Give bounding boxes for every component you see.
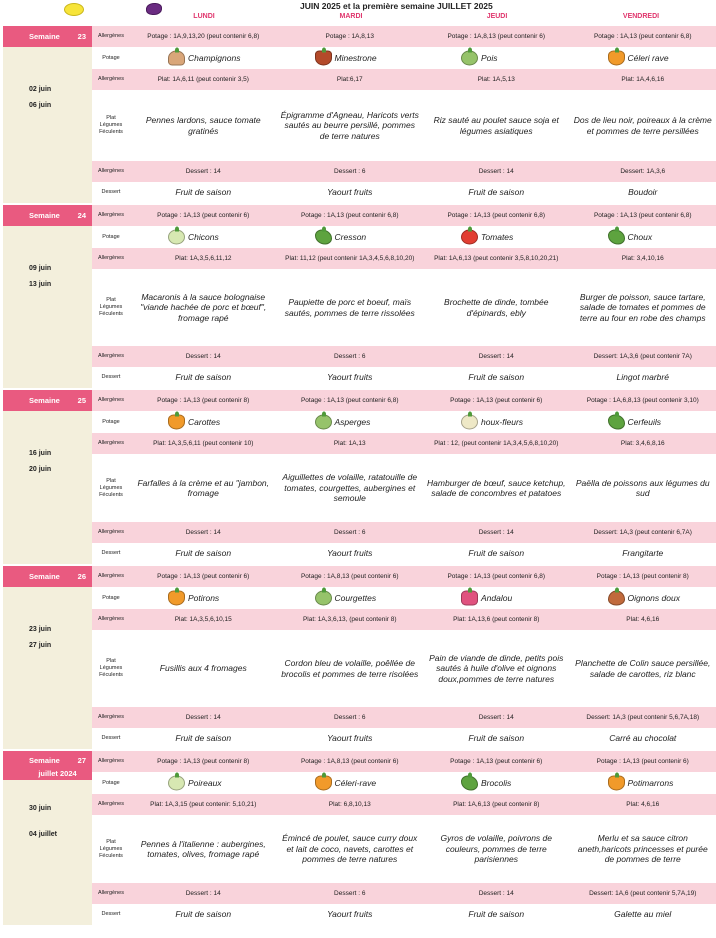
plat-lundi: Pennes à l'italienne : aubergines, tomates, olives, fromage rapé xyxy=(140,838,266,859)
week-end-date: 20 juin xyxy=(29,466,52,473)
plat-label xyxy=(92,658,130,679)
plat-vendredi: Dos de lieu noir, poireaux à la crème et pommes de terre persillées xyxy=(573,115,712,136)
plat-allergens-row xyxy=(92,69,716,90)
dessert-allergens-row xyxy=(92,707,716,728)
potage-row xyxy=(92,226,716,248)
plat-allergens-row xyxy=(92,794,716,815)
dessert-mardi: Yaourt fruits xyxy=(327,371,373,382)
potage-label: Potage xyxy=(102,54,120,61)
allergens-label: Allergènes xyxy=(98,801,124,807)
page-title: JUIN 2025 et la première semaine JUILLET 2025 xyxy=(300,1,493,11)
week-number: 27 xyxy=(77,755,86,765)
dessert-allergens-jeudi: Dessert : 14 xyxy=(478,713,514,721)
week-subtitle: juillet 2024 xyxy=(38,768,77,778)
potage-lundi xyxy=(130,778,277,788)
dessert-jeudi: Fruit de saison xyxy=(468,371,525,382)
potage-name: Chicons xyxy=(188,232,219,242)
dessert-mardi: Yaourt fruits xyxy=(327,186,373,197)
plat-allergens-row xyxy=(92,433,716,454)
potage-jeudi xyxy=(423,778,570,788)
plat-label-line: Plat xyxy=(106,658,116,664)
dessert-vendredi: Carré au chocolat xyxy=(609,732,677,743)
potage-allergens-jeudi: Potage : 1A,13 (peut contenir 6) xyxy=(450,396,543,404)
potage-lundi xyxy=(130,232,277,242)
plat-label-line: Légumes xyxy=(99,122,123,128)
dessert-mardi: Yaourt fruits xyxy=(327,732,373,743)
potage-vendredi xyxy=(570,53,716,63)
celeriac-icon xyxy=(608,51,625,66)
dessert-row xyxy=(92,182,716,202)
dessert-allergens-vendredi: Dessert: 1A,3,6 (peut contenir 7A) xyxy=(593,352,692,360)
dessert-label: Dessert xyxy=(101,549,121,556)
dessert-allergens-lundi: Dessert : 14 xyxy=(185,528,221,536)
week-start-date: 30 juin xyxy=(29,805,52,812)
potage-allergens-row xyxy=(92,566,716,587)
potage-name: Andalou xyxy=(481,593,513,603)
leek-icon xyxy=(168,776,185,791)
plat-allergens-jeudi: Plat: 1A,6,13 (peut contenir 3,5,8,10,20,21) xyxy=(434,254,559,262)
potage-allergens-mardi: Potage : 1A,13 (peut contenir 6,8) xyxy=(300,211,399,219)
potage-name: Céleri-rave xyxy=(334,778,377,788)
dessert-allergens-jeudi: Dessert : 14 xyxy=(478,889,514,897)
week-info xyxy=(3,751,92,925)
weekly-menu xyxy=(3,26,716,927)
andalou-icon xyxy=(461,591,478,606)
potage-name: Courgettes xyxy=(334,593,377,603)
plat-row xyxy=(92,90,716,161)
chicory-icon xyxy=(168,230,185,245)
dessert-allergens-mardi: Dessert : 6 xyxy=(334,713,366,721)
plat-label-line: Légumes xyxy=(99,484,123,491)
squash-icon xyxy=(608,776,625,791)
potage-vendredi xyxy=(570,417,716,427)
week-label: Semaine xyxy=(29,211,60,220)
dessert-lundi: Fruit de saison xyxy=(175,186,232,197)
dessert-mardi: Yaourt fruits xyxy=(327,908,373,919)
potage-name: Céleri rave xyxy=(627,53,669,63)
plat-vendredi: Merlu et sa sauce citron aneth,haricots princesses et purée de pommes de terre xyxy=(577,833,708,865)
potage-name: Asperges xyxy=(334,417,371,427)
week-info xyxy=(3,566,92,749)
dessert-label: Dessert xyxy=(101,373,121,380)
potage-name: Champignons xyxy=(188,53,241,63)
potage-lundi xyxy=(130,53,277,63)
allergens-label: Allergènes xyxy=(98,440,124,446)
potage-allergens-lundi: Potage : 1A,9,13,20 (peut contenir 6,8) xyxy=(147,32,260,40)
plat-jeudi: Gyros de volaille, poivrons de couleurs, pommes de terre parisiennes xyxy=(440,833,552,865)
potage-allergens-jeudi: Potage : 1A,13 (peut contenir 6) xyxy=(450,757,543,765)
potage-name: Brocolis xyxy=(481,778,512,788)
plat-allergens-vendredi: Plat: 3,4,6,8,16 xyxy=(620,439,665,447)
potage-row xyxy=(92,47,716,69)
plat-lundi: Farfalles à la crème et au "jambon, fromage xyxy=(137,477,270,498)
plat-allergens-mardi: Plat: 11,12 (peut contenir 1A,3,4,5,6,8,10,20) xyxy=(285,254,415,262)
plat-allergens-lundi: Plat: 1A,6,11 (peut contenir 3,5) xyxy=(157,75,249,83)
plat-jeudi: Brochette de dinde, tombée d'épinards, ebly xyxy=(444,297,549,318)
plat-label-line: Légumes xyxy=(99,665,123,671)
dessert-lundi: Fruit de saison xyxy=(175,371,232,382)
potage-lundi xyxy=(130,593,277,603)
plat-allergens-row xyxy=(92,609,716,630)
week-badge xyxy=(3,26,92,47)
plat-label-line: Plat xyxy=(106,838,116,845)
plat-mardi: Épigramme d'Agneau, Haricots verts sautés au beurre persillé, pommes de terre natures xyxy=(280,109,419,141)
dessert-row xyxy=(92,543,716,563)
potage-row xyxy=(92,587,716,609)
plat-allergens-vendredi: Plat: 3,4,10,16 xyxy=(621,254,664,262)
potage-name: Oignons doux xyxy=(627,593,680,603)
menu-header xyxy=(0,0,716,26)
dessert-allergens-row xyxy=(92,346,716,367)
potage-vendredi xyxy=(570,232,716,242)
allergens-label: Allergènes xyxy=(98,212,124,218)
dessert-jeudi: Fruit de saison xyxy=(468,908,525,919)
allergens-label: Allergènes xyxy=(98,255,124,261)
week-block xyxy=(3,566,716,751)
potage-allergens-vendredi: Potage : 1A,13 (peut contenir 6,8) xyxy=(593,32,692,40)
dessert-allergens-row xyxy=(92,883,716,904)
asparagus-icon xyxy=(315,415,332,430)
cauliflower-icon xyxy=(461,415,478,430)
plat-row xyxy=(92,815,716,883)
chervil-icon xyxy=(608,415,625,430)
dessert-allergens-lundi: Dessert : 14 xyxy=(185,713,221,721)
week-end-date: 13 juin xyxy=(29,281,52,288)
onion-icon xyxy=(608,591,625,606)
plat-allergens-vendredi: Plat: 4,6,16 xyxy=(626,615,660,623)
potage-allergens-row xyxy=(92,390,716,411)
potage-name: Poireaux xyxy=(188,778,222,788)
plat-label-line: Plat xyxy=(106,115,116,121)
plat-allergens-jeudi: Plat: 1A,6,13 (peut contenir 8) xyxy=(453,800,540,808)
dessert-allergens-row xyxy=(92,522,716,543)
plat-allergens-mardi: Plat: 1A,13 xyxy=(333,439,366,447)
potage-label: Potage xyxy=(102,233,120,240)
week-end-date: 27 juin xyxy=(29,642,52,649)
dessert-jeudi: Fruit de saison xyxy=(468,547,525,558)
plat-allergens-lundi: Plat: 1A,3,5,6,11,12 xyxy=(174,254,232,262)
potage-allergens-lundi: Potage : 1A,13 (peut contenir 8) xyxy=(157,396,250,404)
potage-jeudi xyxy=(423,593,570,603)
potage-allergens-vendredi: Potage : 1A,6,8,13 (peut contenir 3,10) xyxy=(586,396,699,404)
plat-allergens-mardi: Plat: 6,8,10,13 xyxy=(328,800,371,808)
potage-allergens-jeudi: Potage : 1A,13 (peut contenir 6,8) xyxy=(447,211,546,219)
dessert-allergens-mardi: Dessert : 6 xyxy=(334,352,366,360)
plat-allergens-jeudi: Plat : 12, (peut contenir 1A,3,4,5,6,8,10,20) xyxy=(434,439,559,447)
eggplant-icon xyxy=(146,3,162,15)
potage-allergens-mardi: Potage : 1A,8,13 (peut contenir 6) xyxy=(300,757,399,765)
dessert-vendredi: Boudoir xyxy=(628,186,658,197)
minestrone-icon xyxy=(315,51,332,66)
plat-mardi: Cordon bleu de volaille, poêllée de brocolis et pommes de terre risolées xyxy=(281,658,419,679)
potage-label: Potage xyxy=(102,779,120,786)
plat-lundi: Pennes lardons, sauce tomate gratinés xyxy=(145,115,261,136)
potage-allergens-mardi: Potage : 1A,8,13 (peut contenir 6) xyxy=(300,572,399,580)
allergens-label: Allergènes xyxy=(98,616,124,622)
potage-name: Pois xyxy=(481,53,498,63)
dessert-allergens-lundi: Dessert : 14 xyxy=(185,167,221,175)
plat-allergens-lundi: Plat: 1A,3,5,6,11 (peut contenir 10) xyxy=(153,439,254,447)
week-info xyxy=(3,390,92,564)
plat-label xyxy=(92,115,130,136)
potage-row xyxy=(92,772,716,794)
dessert-vendredi: Frangitarte xyxy=(622,547,664,558)
dessert-lundi: Fruit de saison xyxy=(175,908,232,919)
potage-lundi xyxy=(130,417,277,427)
allergens-label: Allergènes xyxy=(98,529,124,535)
week-label: Semaine xyxy=(29,32,60,41)
plat-label-line: Féculents xyxy=(99,852,123,859)
plat-label-line: Féculents xyxy=(99,672,123,678)
potage-name: houx-fleurs xyxy=(481,417,524,427)
potage-jeudi xyxy=(423,417,570,427)
plat-label xyxy=(92,297,130,318)
potage-allergens-row xyxy=(92,751,716,772)
potage-allergens-lundi: Potage : 1A,13 (peut contenir 6) xyxy=(157,572,250,580)
plat-lundi: Macaronis à la sauce bolognaise "viande hachée de porc et bœuf", fromage rapé xyxy=(140,291,267,323)
potage-allergens-jeudi: Potage : 1A,13 (peut contenir 6,8) xyxy=(447,572,546,580)
plat-allergens-mardi: Plat: 1A,3,6,13, (peut contenir 8) xyxy=(302,615,397,623)
plat-allergens-jeudi: Plat: 1A,13,6 (peut contenir 8) xyxy=(453,615,540,623)
plat-row xyxy=(92,454,716,522)
plat-lundi: Fusillis aux 4 fromages xyxy=(159,663,247,674)
potage-mardi xyxy=(277,232,424,242)
potage-mardi xyxy=(277,593,424,603)
dessert-allergens-vendredi: Dessert: 1A,3 (peut contenir 5,6,7A,18) xyxy=(586,713,700,721)
dessert-lundi: Fruit de saison xyxy=(175,547,232,558)
potage-name: Potimarrons xyxy=(627,778,674,788)
dessert-row xyxy=(92,367,716,387)
potage-allergens-row xyxy=(92,26,716,47)
potage-name: Tomates xyxy=(481,232,514,242)
potage-allergens-lundi: Potage : 1A,13 (peut contenir 6) xyxy=(157,211,250,219)
cabbage-icon xyxy=(608,230,625,245)
week-badge xyxy=(3,751,92,780)
pumpkin-icon xyxy=(168,591,185,606)
potage-label: Potage xyxy=(102,418,120,425)
week-label: Semaine xyxy=(29,396,60,405)
plat-label-line: Légumes xyxy=(99,845,123,852)
allergens-label: Allergènes xyxy=(98,353,124,359)
allergens-label: Allergènes xyxy=(98,397,124,403)
week-number: 23 xyxy=(77,32,86,41)
week-end-date: 06 juin xyxy=(29,102,52,109)
plat-row xyxy=(92,630,716,707)
potage-allergens-vendredi: Potage : 1A,13 (peut contenir 6) xyxy=(596,757,689,765)
plat-label-line: Plat xyxy=(106,477,116,484)
carrot-icon xyxy=(168,415,185,430)
plat-vendredi: Paëlla de poissons aux légumes du sud xyxy=(575,477,710,498)
plat-mardi: Aiguillettes de volaille, ratatouille de tomates, courgettes, aubergines et semoule xyxy=(282,472,418,504)
dessert-allergens-vendredi: Dessert: 1A,3,6 xyxy=(620,167,666,175)
plat-allergens-vendredi: Plat: 4,6,16 xyxy=(626,800,660,808)
allergens-label: Allergènes xyxy=(98,714,124,720)
plat-jeudi: Riz sauté au poulet sauce soja et légumes asiatiques xyxy=(433,115,559,136)
zucchini-icon xyxy=(315,591,332,606)
dessert-vendredi: Lingot marbré xyxy=(616,371,669,382)
potage-allergens-vendredi: Potage : 1A,13 (peut contenir 8) xyxy=(596,572,689,580)
potage-vendredi xyxy=(570,593,716,603)
broccoli-icon xyxy=(461,776,478,791)
potage-jeudi xyxy=(423,232,570,242)
day-header-mardi: MARDI xyxy=(339,13,363,20)
week-block xyxy=(3,390,716,566)
potage-mardi xyxy=(277,53,424,63)
week-badge xyxy=(3,390,92,411)
plat-allergens-row xyxy=(92,248,716,269)
potage-name: Carottes xyxy=(188,417,221,427)
week-start-date: 16 juin xyxy=(29,450,52,457)
dessert-allergens-mardi: Dessert : 6 xyxy=(334,528,366,536)
watercress-icon xyxy=(315,230,332,245)
potage-allergens-lundi: Potage : 1A,13 (peut contenir 8) xyxy=(157,757,250,765)
plat-label-line: Féculents xyxy=(99,129,123,135)
potage-allergens-mardi: Potage : 1A,8,13 xyxy=(325,32,374,40)
potage-mardi xyxy=(277,778,424,788)
potage-name: Minestrone xyxy=(334,53,377,63)
dessert-jeudi: Fruit de saison xyxy=(468,186,525,197)
plat-row xyxy=(92,269,716,346)
plat-label-line: Féculents xyxy=(99,311,123,317)
week-info xyxy=(3,205,92,388)
allergens-label: Allergènes xyxy=(98,758,124,764)
potage-mardi xyxy=(277,417,424,427)
allergens-label: Allergènes xyxy=(98,33,124,39)
week-start-date: 02 juin xyxy=(29,86,52,93)
dessert-allergens-lundi: Dessert : 14 xyxy=(185,889,221,897)
dessert-allergens-vendredi: Dessert: 1A,3 (peut contenir 6,7A) xyxy=(593,528,692,536)
dessert-lundi: Fruit de saison xyxy=(175,732,232,743)
plat-allergens-vendredi: Plat: 1A,4,6,16 xyxy=(621,75,665,83)
allergens-label: Allergènes xyxy=(98,168,124,174)
week-end-date: 04 juillet xyxy=(29,831,58,838)
potage-allergens-mardi: Potage : 1A,13 (peut contenir 6,8) xyxy=(300,396,399,404)
dessert-allergens-jeudi: Dessert : 14 xyxy=(478,528,514,536)
day-header-lundi: LUNDI xyxy=(193,13,215,20)
allergens-label: Allergènes xyxy=(98,573,124,579)
potage-allergens-row xyxy=(92,205,716,226)
dessert-allergens-vendredi: Dessert: 1A,6 (peut contenir 5,7A,19) xyxy=(589,889,697,897)
lemon-icon xyxy=(64,3,84,16)
potage-allergens-jeudi: Potage : 1A,8,13 (peut contenir 6) xyxy=(447,32,546,40)
week-number: 24 xyxy=(77,211,86,220)
dessert-label: Dessert xyxy=(101,910,121,917)
week-label: Semaine xyxy=(29,755,60,765)
potage-vendredi xyxy=(570,778,716,788)
plat-label-line: Féculents xyxy=(99,491,123,498)
plat-allergens-jeudi: Plat: 1A,5,13 xyxy=(477,75,515,83)
plat-vendredi: Planchette de Colin sauce persillée, salade de carottes, riz blanc xyxy=(575,658,711,679)
dessert-jeudi: Fruit de saison xyxy=(468,732,525,743)
dessert-allergens-row xyxy=(92,161,716,182)
week-number: 26 xyxy=(77,572,86,581)
plat-label xyxy=(92,478,130,499)
potage-name: Cerfeuils xyxy=(627,417,662,427)
potage-name: Cresson xyxy=(334,232,367,242)
celeriac-icon xyxy=(315,776,332,791)
tomato-icon xyxy=(461,230,478,245)
dessert-allergens-mardi: Dessert : 6 xyxy=(334,889,366,897)
week-start-date: 09 juin xyxy=(29,265,52,272)
week-block xyxy=(3,751,716,927)
dessert-allergens-mardi: Dessert : 6 xyxy=(334,167,366,175)
potage-row xyxy=(92,411,716,433)
plat-label-line: Légumes xyxy=(99,304,123,310)
mushroom-icon xyxy=(168,51,185,66)
allergens-label: Allergènes xyxy=(98,890,124,896)
week-badge xyxy=(3,566,92,587)
dessert-vendredi: Galette au miel xyxy=(614,908,672,919)
dessert-allergens-jeudi: Dessert : 14 xyxy=(478,167,514,175)
plat-jeudi: Pain de viande de dinde, petits pois sautés à huile d'olive et oignons doux,pommes de terre natures xyxy=(429,652,564,684)
plat-label-line: Plat xyxy=(106,297,116,303)
dessert-allergens-lundi: Dessert : 14 xyxy=(185,352,221,360)
plat-label xyxy=(92,839,130,860)
plat-mardi: Paupiette de porc et boeuf, maïs sautés, pommes de terre rissolées xyxy=(284,297,415,318)
pea-icon xyxy=(461,51,478,66)
week-block xyxy=(3,26,716,205)
day-header-vendredi: VENDREDI xyxy=(622,13,660,20)
plat-allergens-mardi: Plat:6,17 xyxy=(336,75,363,83)
dessert-mardi: Yaourt fruits xyxy=(327,547,373,558)
dessert-row xyxy=(92,904,716,924)
potage-name: Choux xyxy=(627,232,653,242)
plat-mardi: Émincé de poulet, sauce curry doux et lait de coco, navets, carottes et pommes de terre natures xyxy=(282,833,418,865)
plat-allergens-lundi: Plat: 1A,3,5,6,10,15 xyxy=(174,615,232,623)
dessert-label: Dessert xyxy=(101,734,121,741)
week-label: Semaine xyxy=(29,572,60,581)
plat-vendredi: Burger de poisson, sauce tartare, salade de tomates et pommes de terre au four en robe des champs xyxy=(579,291,706,323)
potage-jeudi xyxy=(423,53,570,63)
dessert-row xyxy=(92,728,716,748)
week-badge xyxy=(3,205,92,226)
week-start-date: 23 juin xyxy=(29,626,52,633)
plat-jeudi: Hamburger de bœuf, sauce ketchup, salade de concombres et patatoes xyxy=(427,477,566,498)
dessert-label: Dessert xyxy=(101,188,121,195)
day-header-jeudi: JEUDI xyxy=(486,13,508,20)
allergens-label: Allergènes xyxy=(98,76,124,82)
potage-allergens-vendredi: Potage : 1A,13 (peut contenir 6,8) xyxy=(593,211,692,219)
plat-allergens-lundi: Plat: 1A,3,15 (peut contenir: 5,10,21) xyxy=(150,800,257,808)
potage-label: Potage xyxy=(102,594,120,601)
week-info xyxy=(3,26,92,203)
potage-name: Potirons xyxy=(188,593,220,603)
week-number: 25 xyxy=(77,396,86,405)
week-block xyxy=(3,205,716,390)
dessert-allergens-jeudi: Dessert : 14 xyxy=(478,352,514,360)
